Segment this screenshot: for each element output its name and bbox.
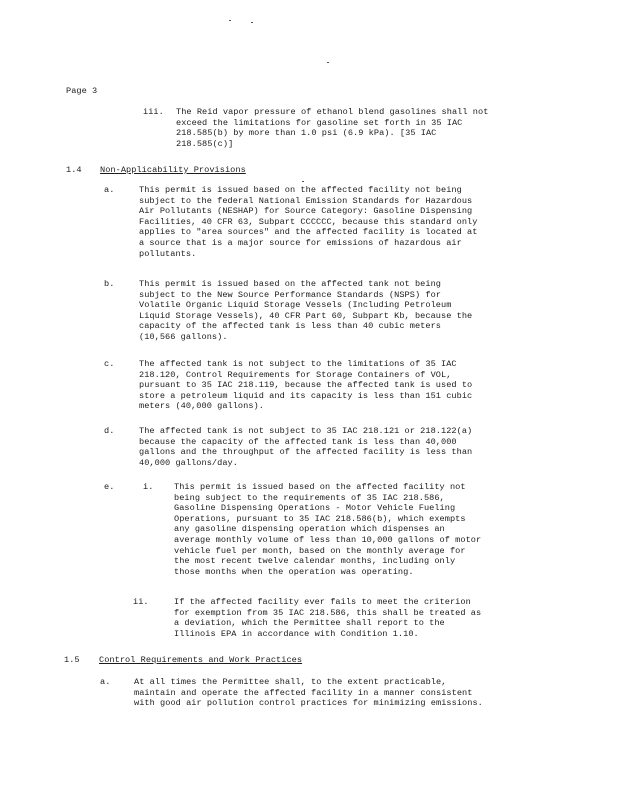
section-number: 1.5 [64,655,80,665]
item-marker: d. [104,426,115,436]
item-text: At all times the Permittee shall, to the extent practicable, maintain and operate the affected facility in a manner consistent with good air pollution control practices for minimizing emissions. [134,677,483,709]
item-marker: b. [104,279,115,289]
subitem-marker: i. [143,482,154,492]
scan-speck [327,62,329,63]
subitem-marker: ii. [133,597,149,607]
item-marker: iii. [143,107,164,117]
section-title: Non-Applicability Provisions [100,165,246,175]
item-text: The affected tank is not subject to the limitations of 35 IAC 218.120, Control Requirements for Storage Containers of VOL, pursuant to 35 IAC 218.119, because the affected tank is used to store a petroleum liquid and its capacity is less than 151 cubic meters (40,000 gallons). [139,359,473,412]
scan-speck [251,22,253,23]
item-text: The affected tank is not subject to 35 IAC 218.121 or 218.122(a) because the capacity of the affected tank is less than 40,000 gallons and the throughput of the affected facility is less than 40,000 gallons/day. [139,426,473,468]
item-marker: a. [104,185,115,195]
item-text: The Reid vapor pressure of ethanol blend gasolines shall not exceed the limitations for gasoline set forth in 35 IAC 218.585(b) by more than 1.0 psi (6.9 kPa). [35 IAC 218.585(c)] [176,107,489,149]
page-label: Page 3 [66,86,98,96]
item-text: This permit is issued based on the affected facility not being subject to the federal National Emission Standards for Hazardous Air Pollutants (NESHAP) for Source Category: Gasoline Dispensing Facilities, 40 CFR 63, Subpart CCCCCC, because this standard only applies to "area sources" and the affected facility is located at a source that is a major source for emissions of hazardous air pollutants. [139,185,478,259]
item-marker: c. [104,359,115,369]
section-number: 1.4 [66,165,82,175]
section-title: Control Requirements and Work Practices [99,655,303,665]
item-marker: e. [104,482,115,492]
subitem-text: This permit is issued based on the affected facility not being subject to the requirements of 35 IAC 218.586, Gasoline Dispensing Operations - Motor Vehicle Fueling Operations, pursuant to 35 IAC 218.586(b), which exempts any gasoline dispensing operation which dispenses an average monthly volume of less than 10,000 gallons of motor vehicle fuel per month, based on the monthly average for the most recent twelve calendar months, including only those months when the operation was operating. [174,482,482,577]
subitem-text: If the affected facility ever fails to meet the criterion for exemption from 35 IAC 218.586, this shall be treated as a deviation, which the Permittee shall report to the Illinois EPA in accordance with Condition 1.10. [174,597,482,639]
item-marker: a. [100,677,111,687]
item-text: This permit is issued based on the affected tank not being subject to the New Source Performance Standards (NSPS) for Volatile Organic Liquid Storage Vessels (Including Petroleum Liquid Storage Vessels), 40 CFR Part 60, Subpart Kb, because the capacity of the affected tank is less than 40 cubic meters (10,566 gallons). [139,279,473,342]
scan-speck [229,20,231,21]
scan-speck [302,181,304,182]
